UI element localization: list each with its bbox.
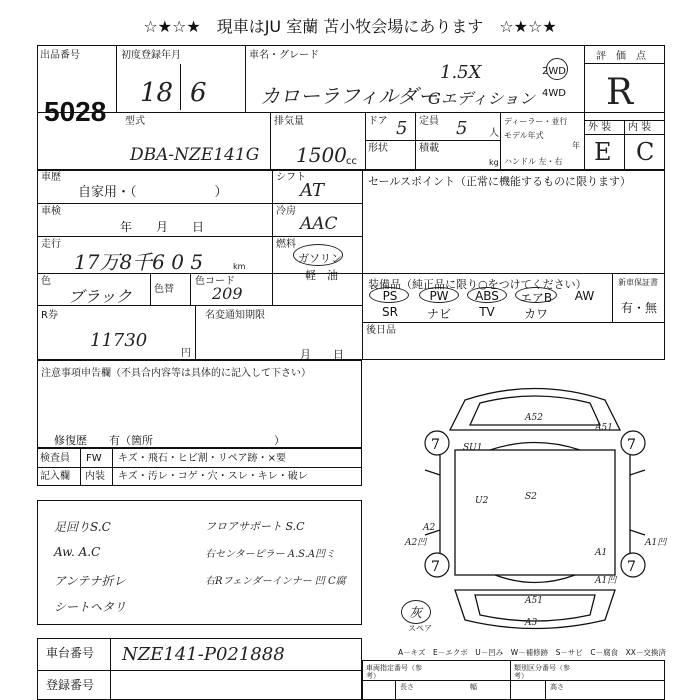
mark-u2: U2 xyxy=(475,496,489,506)
name-change-date: 月 日 xyxy=(300,348,344,361)
displacement-label: 排気量 xyxy=(274,116,304,127)
tire-mark-fl: 7 xyxy=(431,437,440,453)
note-3: アンテナ折レ xyxy=(54,574,126,588)
mark-a2-dent: A2凹 xyxy=(405,538,427,548)
entry-label: 記入欄 xyxy=(40,471,70,482)
equipment-label: 装備品（純正品に限り○をつけてください） xyxy=(368,278,587,291)
fw-label: FW xyxy=(86,453,102,464)
first-reg-year: 18 xyxy=(140,78,174,108)
car-history-label: 車歴 xyxy=(41,172,61,183)
note-5: フロアサポート S.C xyxy=(205,520,305,533)
bottom-label-5: 高さ xyxy=(550,683,564,691)
fuel-diesel: 軽 油 xyxy=(305,269,338,282)
mark-a52: A52 xyxy=(525,413,543,423)
tire-mark-rl: 7 xyxy=(431,559,440,575)
fuel-label: 燃料 xyxy=(276,239,296,250)
shift-label: シフト xyxy=(276,172,306,183)
doors-label: ドア xyxy=(368,116,388,127)
private-use: 自家用・（ ） xyxy=(78,185,228,200)
cooling-label: 冷房 xyxy=(276,206,296,217)
mileage-label: 走行 xyxy=(41,239,61,250)
equip-tv: TV xyxy=(479,305,495,319)
shape-label: 形状 xyxy=(368,143,388,154)
equip-pw: PW xyxy=(429,289,449,303)
model-label: 型式 xyxy=(125,116,145,127)
mark-a51-bottom: A51 xyxy=(525,596,543,606)
equip-abs: ABS xyxy=(475,289,499,303)
lot-no-label: 出品番号 xyxy=(40,50,80,61)
kg-label: kg xyxy=(489,158,499,167)
km-label: km xyxy=(233,262,246,271)
model-year-label: モデル年式 xyxy=(504,131,544,140)
note-6: 右センターピラー A.S.A凹ミ xyxy=(205,549,336,560)
chassis-number: NZE141-P021888 xyxy=(122,644,285,665)
exterior-grade: E xyxy=(594,138,612,166)
sales-point-label: セールスポイント（正常に機能するものに限ります） xyxy=(368,175,632,188)
note-2: Aw. A.C xyxy=(54,545,101,559)
tire-mark-rr: 7 xyxy=(627,559,636,575)
spare-mark: 灰 xyxy=(409,606,423,621)
inspection-label: 車検 xyxy=(41,206,61,217)
equip-airbag: エアB xyxy=(519,291,553,305)
handle-label: ハンドル 左・右 xyxy=(504,157,563,166)
chassis-label: 車台番号 xyxy=(46,646,95,660)
model-code: DBA-NZE141G xyxy=(130,145,260,165)
warranty-value: 有・無 xyxy=(621,301,658,315)
fuel-gasoline: ガソリン xyxy=(298,252,342,265)
load-label: 積載 xyxy=(419,143,439,154)
aircon: AAC xyxy=(300,214,338,234)
repair-history: 修復歴 有（箇所 ） xyxy=(54,434,285,447)
score: R xyxy=(606,72,634,113)
mark-s2: S2 xyxy=(525,492,537,502)
mark-a1: A1 xyxy=(595,548,608,558)
drive-circle xyxy=(546,58,568,80)
car-grade-label: 車名・グレード xyxy=(249,50,319,61)
car-name: カローラフィルダー xyxy=(260,84,438,108)
equip-navi: ナビ xyxy=(426,307,451,321)
exterior-label: 外 装 xyxy=(588,122,612,133)
color-label: 色 xyxy=(41,276,51,287)
interior-grade: C xyxy=(636,138,655,166)
notes-label: 注意事項申告欄（不具合内容等は具体的に記入して下さい） xyxy=(41,368,311,379)
persons-label: 人 xyxy=(489,128,499,139)
fuel-circle xyxy=(293,244,343,266)
header-banner: ☆★☆★ 現車はJU 室蘭 苫小牧会場にあります ☆★☆★ xyxy=(143,17,557,36)
equip-aw: AW xyxy=(574,289,595,303)
legend: A－キズ E－エクボ U－凹み W－補修跡 S－サビ C－腐食 XX－交換済 xyxy=(398,648,666,657)
mark-a1-dent-2: A1凹 xyxy=(595,576,617,586)
year-label: 年 xyxy=(572,141,580,150)
color-change-label: 色替 xyxy=(154,284,174,295)
mark-a1-dent-1: A1凹 xyxy=(645,538,667,548)
shift-value: AT xyxy=(300,180,325,201)
reg-no-label: 登録番号 xyxy=(46,678,95,692)
capacity: 5 xyxy=(456,118,468,139)
eval-label: 評 価 点 xyxy=(596,51,646,62)
drive-2wd: 2WD xyxy=(542,66,566,77)
doors: 5 xyxy=(396,118,408,139)
grade-line2: Gエディション xyxy=(428,89,536,108)
lot-number: 5028 xyxy=(44,96,107,127)
bottom-label-3: 長さ xyxy=(400,683,414,691)
displacement: 1500 xyxy=(296,143,347,167)
note-1: 足回りS.C xyxy=(54,520,111,534)
equip-ps: PS xyxy=(382,289,398,303)
recycle-label: R券 xyxy=(41,310,58,321)
equipment-grid xyxy=(365,289,608,321)
color-name: ブラック xyxy=(68,287,132,306)
mileage: 17万8千6 0 5 xyxy=(74,250,204,274)
interior-cell-label: 内装 xyxy=(85,471,105,482)
yen-label: 円 xyxy=(181,348,191,359)
drive-4wd: 4WD xyxy=(542,88,566,99)
mark-a3: A3 xyxy=(525,618,538,628)
warranty-label: 新車保証書 xyxy=(618,278,658,287)
cc-label: cc xyxy=(346,156,357,167)
mark-a51-top: A51 xyxy=(595,423,613,433)
inspection-date: 年 月 日 xyxy=(120,220,205,234)
color-no-label: 色コード xyxy=(195,276,235,287)
capacity-label: 定員 xyxy=(419,116,439,127)
name-change-label: 名変通知期限 xyxy=(205,310,265,321)
bottom-label-4: 幅 xyxy=(470,683,477,691)
interior-label: 内 装 xyxy=(628,122,652,133)
dealer-label: ディーラー・並行 xyxy=(504,117,568,126)
spare-label: スペア xyxy=(408,624,432,633)
first-reg-label: 初度登録年月 xyxy=(121,50,181,61)
equip-sr: SR xyxy=(382,305,398,319)
color-code: 209 xyxy=(212,284,243,303)
inspector-label: 検査員 xyxy=(40,453,70,464)
note-4: シートヘタリ xyxy=(54,600,127,614)
bottom-label-2: 類別区分番号（参 考） xyxy=(514,664,577,680)
inspector-row1: キズ・飛石・ヒビ割・リペア跡・×要 xyxy=(118,453,286,464)
bottom-label-1: 車両指定番号（参 考） xyxy=(366,664,429,680)
recycle-fee: 11730 xyxy=(90,330,148,351)
mark-su1: SU1 xyxy=(463,443,483,453)
car-diagram xyxy=(395,375,675,640)
inspector-row2: キズ・汚レ・コゲ・穴・スレ・キレ・破レ xyxy=(118,471,308,482)
tire-mark-fr: 7 xyxy=(627,437,636,453)
mark-a2: A2 xyxy=(423,523,436,533)
note-7: 右Rフェンダーインナー 凹 C腐 xyxy=(205,576,346,587)
first-reg-month: 6 xyxy=(190,78,207,108)
after-market-label: 後日品 xyxy=(366,325,396,336)
grade-line1: 1.5X xyxy=(440,62,482,83)
equip-leather: カワ xyxy=(523,307,548,321)
